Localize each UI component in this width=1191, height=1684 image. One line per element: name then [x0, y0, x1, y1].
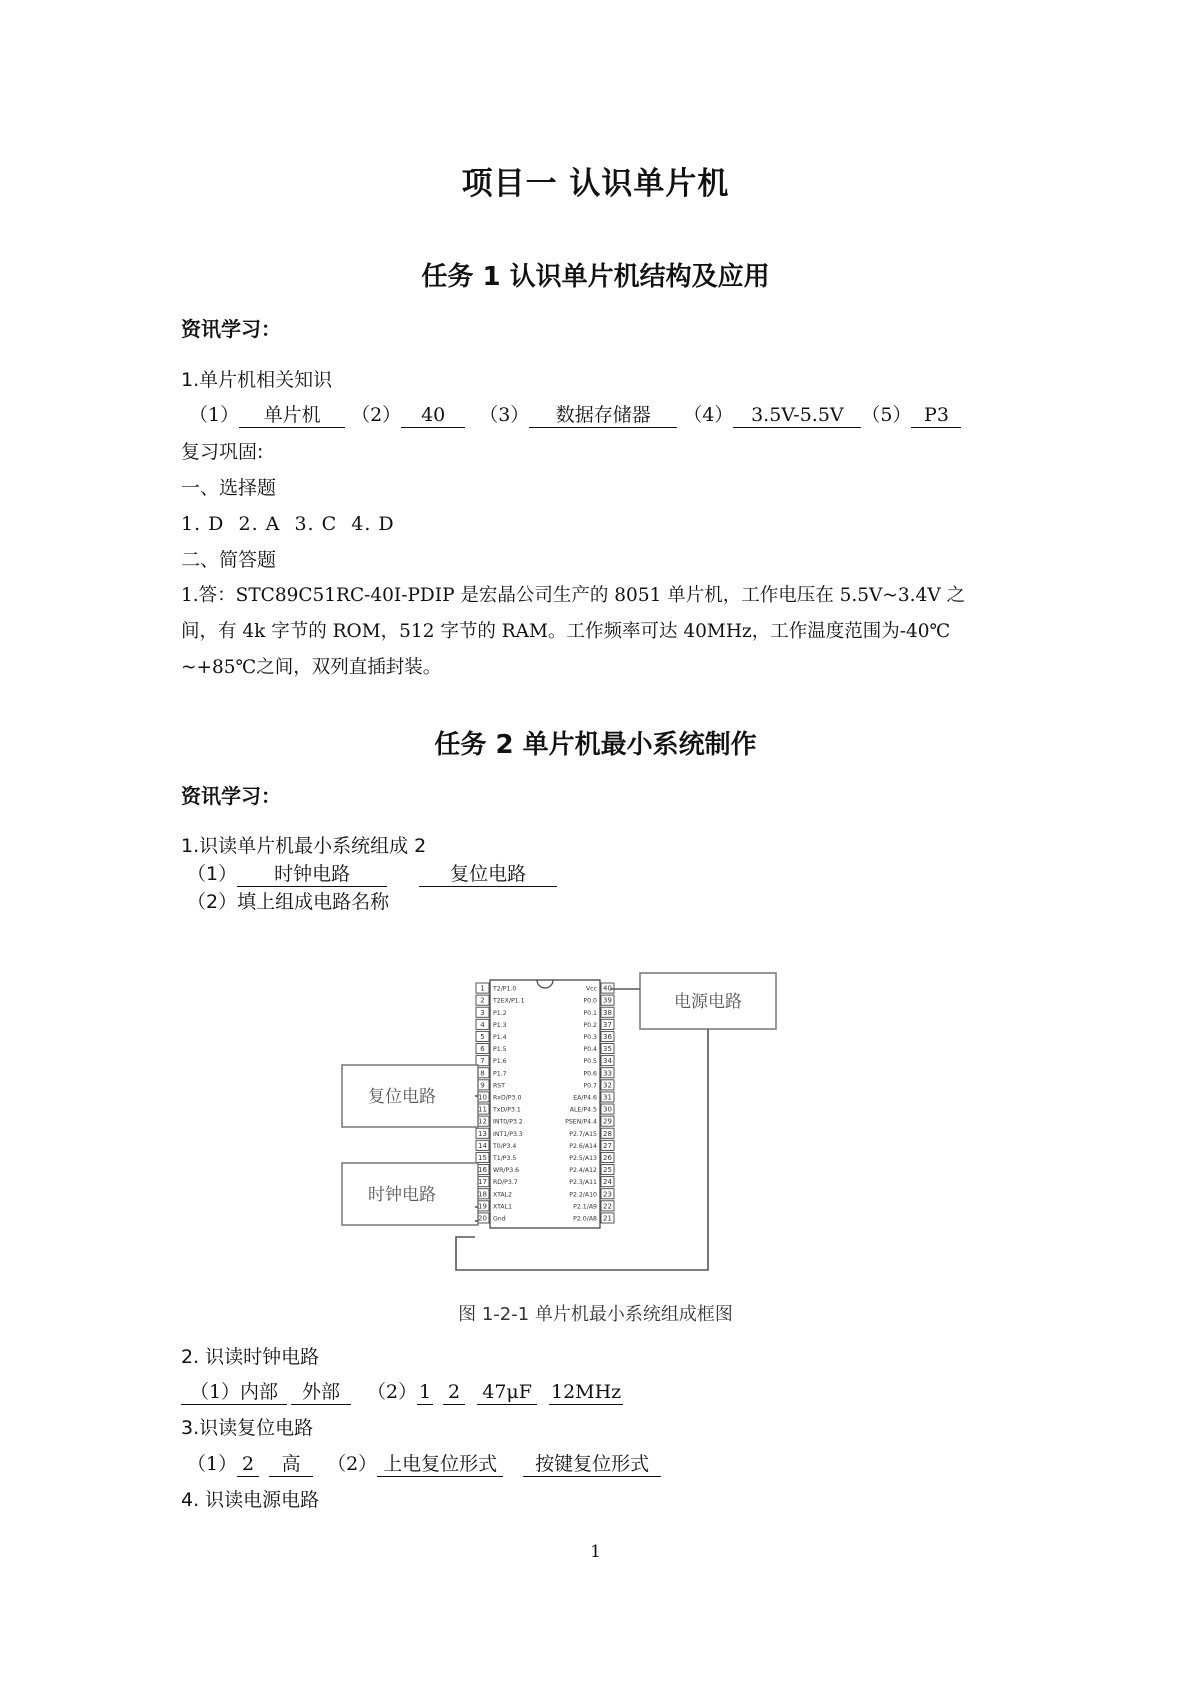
- pin-label: P1.2: [493, 1009, 507, 1017]
- clock-answers-row: [181, 1380, 623, 1405]
- fill-number: （3）: [479, 404, 530, 426]
- pin-number: 4: [480, 1020, 485, 1029]
- pin-number: 1: [480, 984, 485, 993]
- pin-label: P2.4/A12: [569, 1167, 597, 1175]
- pin-label: Gnd: [493, 1215, 506, 1223]
- clock-block-label: 时钟电路: [368, 1185, 436, 1205]
- pin-label: P1.7: [493, 1070, 507, 1078]
- pin-label: XTAL2: [493, 1191, 513, 1199]
- figure-caption: 图 1-2-1 单片机最小系统组成框图: [458, 1304, 733, 1325]
- task2-item4-title: 4. 识读电源电路: [181, 1489, 320, 1511]
- pin-number: 13: [478, 1129, 487, 1138]
- pin-label: P2.2/A10: [569, 1191, 597, 1199]
- fill-answer: 按键复位形式: [523, 1452, 661, 1477]
- pin-number: 6: [480, 1045, 485, 1054]
- pin-number: 34: [603, 1057, 612, 1066]
- task2-row1: [187, 862, 557, 887]
- pin-number: 22: [603, 1202, 612, 1211]
- pin-number: 19: [478, 1202, 487, 1211]
- pin-number: 14: [478, 1141, 487, 1150]
- pin-label: XTAL1: [493, 1203, 513, 1211]
- task1-item1-title: 1.单片机相关知识: [181, 369, 333, 391]
- choice-answers: 1. D 2. A 3. C 4. D: [181, 513, 395, 535]
- task1-fill-row: [189, 403, 961, 428]
- pin-label: P1.6: [493, 1058, 507, 1066]
- minimum-system-diagram: [330, 965, 800, 1275]
- pin-label: P0.1: [583, 1009, 597, 1017]
- pin-label: P2.7/A15: [569, 1130, 597, 1138]
- fill-answer: 外部: [291, 1380, 351, 1405]
- fill-answer: 2: [237, 1452, 259, 1477]
- fill-number: （1）: [187, 863, 238, 885]
- pin-label: P1.4: [493, 1034, 507, 1041]
- pin-number: 9: [480, 1081, 485, 1090]
- pin-number: 3: [480, 1008, 485, 1017]
- review-heading: 复习巩固:: [181, 441, 264, 463]
- task2-item2-title: 2. 识读时钟电路: [181, 1346, 320, 1368]
- fill-answer: 高: [269, 1452, 313, 1477]
- fill-answer: 上电复位形式: [377, 1452, 503, 1477]
- pin-number: 17: [478, 1178, 487, 1187]
- page-number: 1: [590, 1542, 601, 1562]
- page-title: 项目一 认识单片机: [461, 166, 730, 202]
- pin-number: 39: [603, 996, 612, 1005]
- pin-label: P2.5/A13: [569, 1155, 597, 1162]
- pin-label: PSEN/P4.4: [565, 1118, 597, 1126]
- fill-answer: 复位电路: [419, 862, 557, 887]
- pin-number: 26: [603, 1154, 612, 1162]
- task2-item3-title: 3.识读复位电路: [181, 1417, 314, 1439]
- pin-number: 21: [603, 1214, 612, 1223]
- fill-answer: 40: [401, 403, 465, 428]
- task2-item1-title: 1.识读单片机最小系统组成 2: [181, 835, 427, 857]
- pin-label: P0.5: [583, 1058, 597, 1066]
- pin-number: 32: [603, 1081, 612, 1090]
- task2-info-heading: 资讯学习：: [181, 784, 281, 808]
- mcu-chip: [476, 980, 614, 1228]
- short-answer-line: 间，有 4k 字节的 ROM，512 字节的 RAM。工作频率可达 40MHz，工作温度范围为-40℃: [181, 621, 951, 642]
- pin-label: T0/P3.4: [493, 1142, 517, 1150]
- pin-label: RST: [493, 1082, 506, 1090]
- pin-number: 8: [480, 1069, 485, 1078]
- fill-number: （5）: [861, 404, 912, 426]
- pin-label: RxD/P3.0: [493, 1094, 522, 1102]
- pin-label: WR/P3.6: [493, 1167, 520, 1175]
- pin-number: 18: [478, 1190, 487, 1199]
- fill-answer: 3.5V-5.5V: [733, 403, 861, 428]
- pin-label: P2.6/A14: [569, 1142, 597, 1150]
- pin-label: P0.6: [583, 1070, 597, 1078]
- pin-label: RD/P3.7: [493, 1179, 518, 1187]
- fill-answer: 12MHz: [550, 1381, 622, 1403]
- pin-label: P0.2: [583, 1021, 597, 1029]
- fill-answer: 单片机: [239, 403, 345, 428]
- pin-number: 12: [478, 1117, 487, 1126]
- pin-number: 38: [603, 1008, 612, 1017]
- pin-label: P2.0/A8: [573, 1215, 597, 1223]
- pin-number: 29: [603, 1117, 612, 1126]
- fill-number: （2）: [351, 404, 402, 426]
- pin-number: 11: [478, 1105, 487, 1114]
- pin-label: P0.3: [583, 1034, 597, 1041]
- fill-answer: 数据存储器: [529, 403, 677, 428]
- task2-heading: 任务 2 单片机最小系统制作: [434, 730, 757, 760]
- pin-label: INT1/P3.3: [493, 1130, 523, 1138]
- power-block-label: 电源电路: [674, 992, 742, 1012]
- pin-number: 35: [603, 1045, 612, 1054]
- pin-number: 23: [603, 1190, 612, 1199]
- pin-label: INT0/P3.2: [493, 1118, 523, 1126]
- pin-number: 36: [603, 1033, 612, 1041]
- short-answer-line: 1.答：STC89C51RC-40I-PDIP 是宏晶公司生产的 8051 单片机，工作电压在 5.5V~3.4V 之: [181, 585, 966, 606]
- pin-label: P0.7: [583, 1082, 597, 1090]
- pin-label: P0.0: [583, 997, 597, 1005]
- fill-number: （1）: [187, 1453, 238, 1475]
- pin-number: 16: [478, 1166, 487, 1175]
- pin-number: 7: [480, 1057, 485, 1066]
- fill-answer: 时钟电路: [237, 862, 387, 887]
- pin-number: 28: [603, 1129, 612, 1138]
- fill-answer: 2: [443, 1380, 465, 1405]
- pin-label: P1.5: [493, 1046, 507, 1054]
- pin-number: 24: [603, 1178, 612, 1187]
- pin-label: P0.4: [583, 1046, 597, 1054]
- fill-number: （2）: [367, 1381, 418, 1403]
- pin-number: 31: [603, 1093, 612, 1102]
- pin-label: T2EX/P1.1: [493, 997, 525, 1005]
- fill-answer: 47μF: [477, 1380, 537, 1405]
- pin-label: T2/P1.0: [493, 985, 517, 993]
- pin-number: 5: [480, 1033, 485, 1041]
- fill-answer: （1）内部: [181, 1380, 287, 1405]
- pin-label: T1/P3.5: [493, 1155, 517, 1162]
- task1-info-heading: 资讯学习：: [181, 317, 281, 341]
- reset-answers-row: [187, 1452, 661, 1477]
- fill-answer: P3: [911, 403, 961, 428]
- short-answer-line: ~+85℃之间，双列直插封装。: [181, 657, 442, 678]
- pin-number: 20: [478, 1214, 487, 1223]
- pin-number: 30: [603, 1105, 612, 1114]
- pin-number: 40: [603, 984, 612, 993]
- pin-label: P1.3: [493, 1021, 507, 1029]
- pin-number: 2: [480, 996, 485, 1005]
- task2-row2: （2）填上组成电路名称: [187, 891, 390, 913]
- pin-number: 27: [603, 1141, 612, 1150]
- task1-heading: 任务 1 认识单片机结构及应用: [421, 262, 770, 292]
- pin-label: ALE/P4.5: [569, 1106, 597, 1114]
- pin-label: P2.1/A9: [573, 1203, 597, 1211]
- pin-label: EA/P4.6: [573, 1094, 597, 1102]
- pin-number: 33: [603, 1069, 612, 1078]
- choice-heading: 一、选择题: [181, 477, 277, 499]
- fill-answer: 1: [419, 1381, 432, 1403]
- pin-number: 15: [478, 1154, 487, 1162]
- fill-number: （2）: [327, 1453, 378, 1475]
- fill-number: （4）: [683, 404, 734, 426]
- pin-label: P2.3/A11: [569, 1179, 597, 1187]
- pin-number: 10: [478, 1093, 487, 1102]
- reset-block-label: 复位电路: [368, 1087, 436, 1107]
- fill-number: （1）: [189, 404, 240, 426]
- pin-number: 25: [603, 1166, 612, 1175]
- pin-number: 37: [603, 1020, 612, 1029]
- short-answer-heading: 二、简答题: [181, 549, 277, 571]
- pin-label: Vcc: [585, 985, 597, 993]
- pin-label: TxD/P3.1: [493, 1106, 521, 1114]
